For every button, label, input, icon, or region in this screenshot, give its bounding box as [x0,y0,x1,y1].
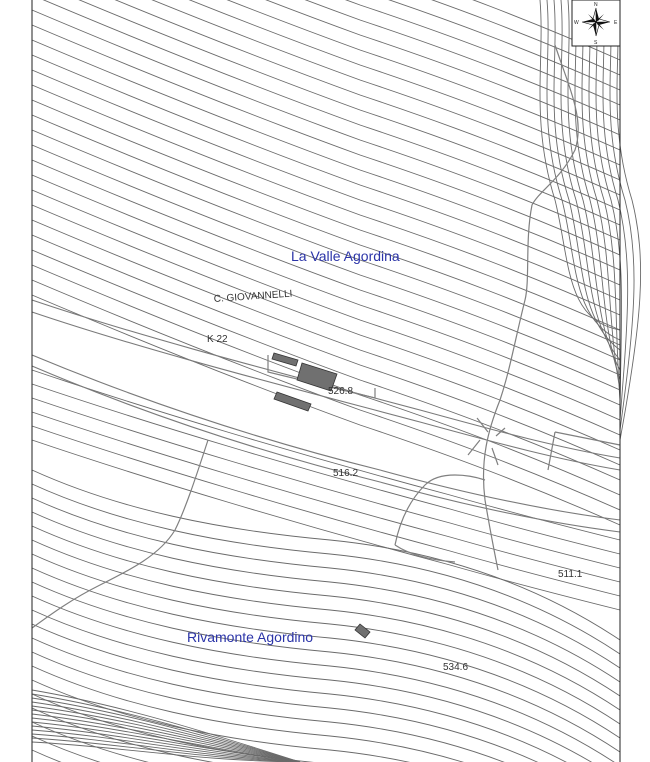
place-name-rivamonte-agordino: Rivamonte Agordino [187,629,314,645]
elevation-label: 516.2 [333,468,359,479]
compass-rose [572,0,620,46]
compass-east-label: E [614,20,618,26]
compass-south-label: S [594,40,598,46]
compass-north-label: N [594,2,598,8]
locality-label: C. GIOVANNELLI [213,288,293,305]
compass-west-label: W [574,20,579,26]
elevation-label: 534.6 [443,662,469,673]
elevation-label: 511.1 [558,569,583,580]
road-label: K 22 [207,334,228,345]
elevation-label: 526.8 [328,386,354,397]
place-name-la-valle-agordina: La Valle Agordina [291,248,400,264]
